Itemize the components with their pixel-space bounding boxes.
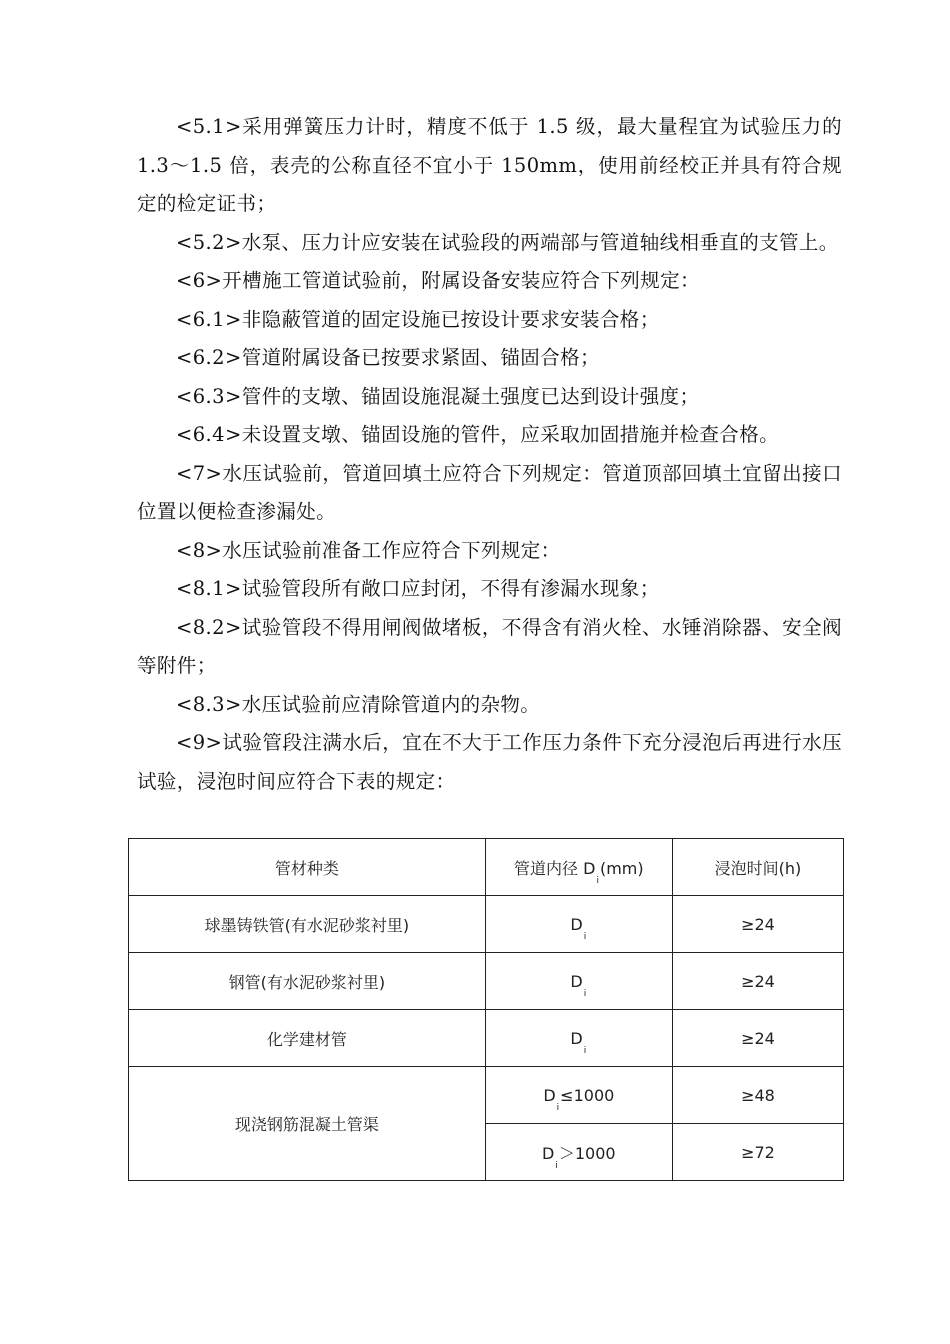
material-cell: 球墨铸铁管(有水泥砂浆衬里) [129,896,486,953]
diameter-symbol: D [542,1143,555,1163]
table-row [129,953,844,1010]
paragraph: <8.1>试验管段所有敞口应封闭，不得有渗漏水现象； [176,577,660,600]
header-soak-time: 浸泡时间(h) [672,839,843,896]
diameter-subscript: i [556,1102,560,1113]
table-row [129,1067,844,1124]
diameter-symbol: D [570,914,583,934]
header-diameter-subscript: i [596,875,599,886]
header-diameter-label: 管道内径 D [514,858,596,878]
table-header-row [129,839,844,896]
diameter-cell [485,1124,672,1181]
header-diameter-unit: (mm) [599,858,644,878]
diameter-subscript: i [583,931,587,942]
paragraph: <9>试验管段注满水后，宜在不大于工作压力条件下充分浸泡后再进行水压试验，浸泡时间应符合下表的规定： [137,731,842,793]
diameter-cell [485,896,672,953]
soak-cell: ≥24 [672,1010,843,1067]
diameter-symbol: D [570,971,583,991]
paragraph: <6.1>非隐蔽管道的固定设施已按设计要求安装合格； [176,307,660,331]
paragraph: <6.4>未设置支墩、锚固设施的管件，应采取加固措施并检查合格。 [176,423,779,446]
paragraph: <6.3>管件的支墩、锚固设施混凝土强度已达到设计强度； [176,384,700,408]
paragraph: <8>水压试验前准备工作应符合下列规定： [176,538,561,562]
diameter-subscript: i [583,988,587,999]
paragraph: <8.3>水压试验前应清除管道内的杂物。 [176,692,541,716]
paragraph: <7>水压试验前，管道回填土应符合下列规定：管道顶部回填土宜留出接口位置以便检查渗漏处。 [137,461,842,523]
table-row [129,1010,844,1067]
paragraph: <6>开槽施工管道试验前，附属设备安装应符合下列规定： [176,269,700,292]
soak-cell: ≥72 [672,1124,843,1181]
soak-cell: ≥24 [672,953,843,1010]
diameter-cell [485,1067,672,1124]
soak-time-table [128,838,844,1181]
material-cell: 化学建材管 [129,1010,486,1067]
diameter-condition: ＞1000 [558,1143,616,1163]
soak-cell: ≥24 [672,896,843,953]
paragraph: <6.2>管道附属设备已按要求紧固、锚固合格； [176,346,600,369]
material-cell: 现浇钢筋混凝土管渠 [129,1067,486,1181]
header-material: 管材种类 [129,839,486,896]
material-cell: 钢管(有水泥砂浆衬里) [129,953,486,1010]
diameter-cell [485,1010,672,1067]
soak-cell: ≥48 [672,1067,843,1124]
diameter-condition: ≤1000 [560,1085,615,1105]
diameter-subscript: i [555,1160,558,1171]
header-diameter [485,839,672,896]
paragraph: <5.2>水泵、压力计应安装在试验段的两端部与管道轴线相垂直的支管上。 [176,230,839,254]
paragraph: <5.1>采用弹簧压力计时，精度不低于 1.5 级，最大量程宜为试验压力的 1.3～1.5 倍，表壳的公称直径不宜小于 150mm，使用前经校正并具有符合规定的检定证书； [137,115,842,215]
diameter-subscript: i [583,1045,587,1056]
paragraph: <8.2>试验管段不得用闸阀做堵板，不得含有消火栓、水锤消除器、安全阀等附件； [137,615,842,677]
table-row [129,896,844,953]
body-text [137,108,842,801]
diameter-cell [485,953,672,1010]
diameter-symbol: D [543,1085,556,1105]
diameter-symbol: D [570,1028,583,1048]
